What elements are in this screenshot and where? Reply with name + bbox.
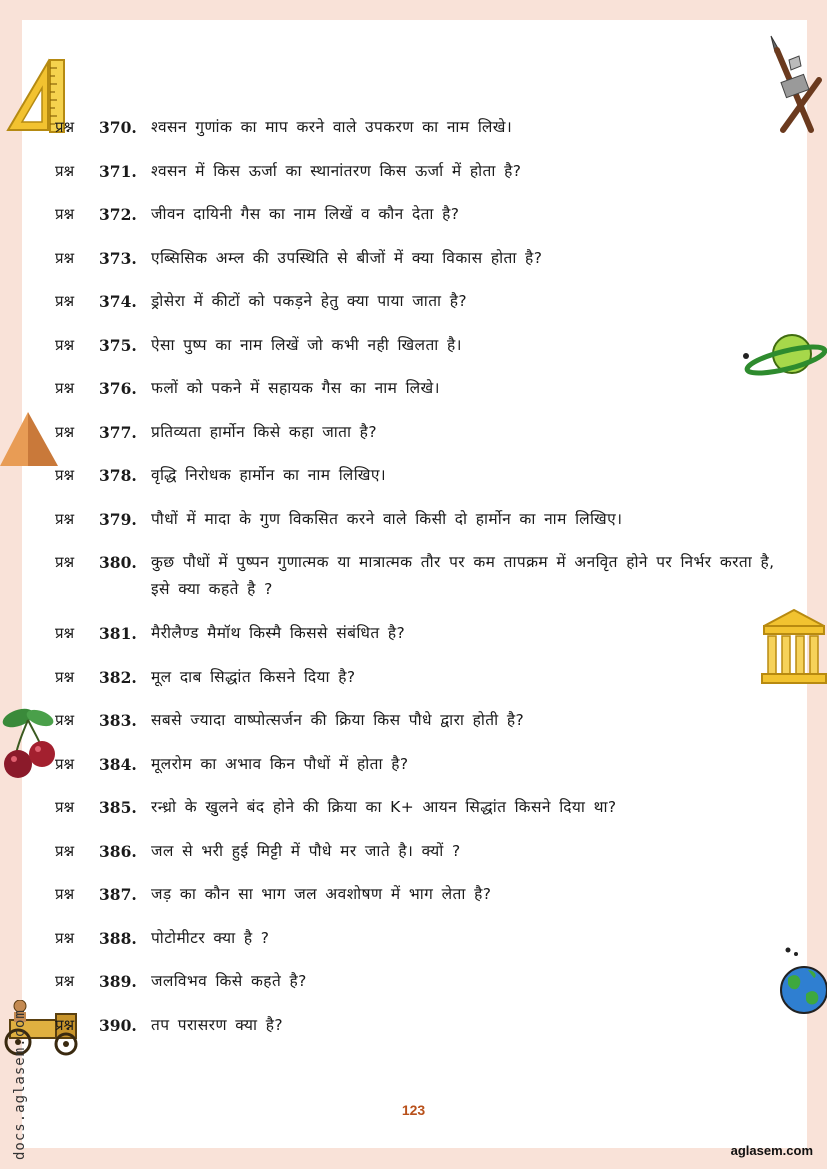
question-item: [55, 838, 785, 882]
question-item: [55, 751, 785, 795]
question-label: प्रश्न: [55, 798, 75, 816]
question-item: [55, 375, 785, 419]
question-text: ऐसा पुष्प का नाम लिखें जो कभी नही खिलता है।: [151, 335, 462, 354]
question-number: 379.: [99, 509, 137, 529]
question-number: 383.: [99, 711, 137, 730]
question-label: प्रश्न: [55, 335, 75, 354]
question-number: 374.: [99, 292, 137, 311]
footer-site-link[interactable]: aglasem.com: [730, 1143, 813, 1158]
question-text: मैरीलैण्ड मैमॉथ किस्मै किससे संबंधित है?: [151, 624, 406, 642]
question-text: पोटोमीटर क्या है ?: [151, 928, 270, 947]
watermark-text: docs.aglasem.com: [12, 1009, 28, 1160]
question-text: जल से भरी हुई मिट्टी में पौधे मर जाते है। क्यों ?: [151, 841, 461, 860]
question-number: 373.: [99, 248, 137, 268]
question-number: 390.: [99, 1015, 137, 1035]
question-label: प्रश्न: [55, 711, 75, 729]
question-item: [55, 549, 785, 620]
question-number: 388.: [99, 928, 137, 948]
question-text: रन्ध्रो के खुलने बंद होने की क्रिया का K+ आयन सिद्धांत किसने दिया था?: [151, 798, 617, 816]
question-label: प्रश्न: [55, 754, 75, 773]
question-item: [55, 245, 785, 289]
question-text: जलविभव किसे कहते है?: [151, 972, 307, 990]
question-label: प्रश्न: [55, 292, 75, 310]
globe-icon: [778, 946, 827, 1016]
question-list: [55, 114, 785, 1055]
question-label: प्रश्न: [55, 1015, 75, 1034]
page-number: 123: [401, 1102, 426, 1118]
question-label: प्रश्न: [55, 972, 75, 990]
question-item: [55, 1012, 785, 1056]
question-label: प्रश्न: [55, 928, 75, 947]
question-text: कुछ पौधों में पुष्पन गुणात्मक या मात्रात्मक तौर पर कम तापक्रम में अनवृित होने पर निर्भर करता है, इसे क्या कहते है ?: [151, 553, 775, 598]
question-label: प्रश्न: [55, 466, 75, 484]
question-label: प्रश्न: [55, 885, 75, 903]
question-item: [55, 506, 785, 550]
question-text: मूल दाब सिद्धांत किसने दिया है?: [151, 667, 356, 686]
question-text: श्वसन गुणांक का माप करने वाले उपकरण का नाम लिखे।: [151, 118, 513, 136]
question-text: प्रतिव्यता हार्मोन किसे कहा जाता है?: [151, 422, 377, 441]
question-number: 384.: [99, 754, 137, 774]
question-item: [55, 881, 785, 925]
question-number: 375.: [99, 335, 137, 355]
question-item: [55, 288, 785, 332]
question-label: प्रश्न: [55, 841, 75, 860]
question-label: प्रश्न: [55, 118, 75, 136]
question-item: [55, 419, 785, 463]
question-text: पौधों में मादा के गुण विकसित करने वाले किसी दो हार्मोन का नाम लिखिए।: [151, 509, 623, 528]
question-number: 371.: [99, 161, 137, 181]
pyramid-icon: [0, 410, 58, 468]
question-label: प्रश्न: [55, 161, 75, 180]
question-item: [55, 201, 785, 245]
question-number: 381.: [99, 624, 137, 643]
question-item: [55, 707, 785, 751]
question-number: 386.: [99, 841, 137, 861]
question-number: 380.: [99, 553, 137, 572]
question-label: प्रश्न: [55, 667, 75, 686]
question-text: एब्सिसिक अम्ल की उपस्थिति से बीजों में क्या विकास होता है?: [151, 248, 543, 267]
question-item: [55, 332, 785, 376]
question-item: [55, 620, 785, 664]
question-text: जीवन दायिनी गैस का नाम लिखें व कौन देता है?: [151, 205, 460, 223]
question-number: 389.: [99, 972, 137, 991]
question-item: [55, 968, 785, 1012]
question-label: प्रश्न: [55, 379, 75, 397]
question-text: श्वसन में किस ऊर्जा का स्थानांतरण किस ऊर्जा में होता है?: [151, 161, 522, 180]
question-text: ड्रोसेरा में कीटों को पकड़ने हेतु क्या पाया जाता है?: [151, 292, 468, 310]
question-text: जड़ का कौन सा भाग जल अवशोषण में भाग लेता है?: [151, 885, 492, 903]
question-label: प्रश्न: [55, 248, 75, 267]
question-label: प्रश्न: [55, 624, 75, 642]
question-label: प्रश्न: [55, 509, 75, 528]
question-text: सबसे ज्यादा वाष्पोत्सर्जन की क्रिया किस पौधे द्वारा होती है?: [151, 711, 525, 729]
question-number: 382.: [99, 667, 137, 687]
question-item: [55, 794, 785, 838]
question-label: प्रश्न: [55, 553, 75, 571]
question-text: फलों को पकने में सहायक गैस का नाम लिखे।: [151, 379, 440, 397]
question-item: [55, 462, 785, 506]
question-item: [55, 158, 785, 202]
question-text: तप परासरण क्या है?: [151, 1015, 283, 1034]
cherries-icon: [0, 704, 60, 780]
question-number: 377.: [99, 422, 137, 442]
question-number: 372.: [99, 205, 137, 224]
question-number: 387.: [99, 885, 137, 904]
question-label: प्रश्न: [55, 422, 75, 441]
question-number: 376.: [99, 379, 137, 398]
question-item: [55, 664, 785, 708]
question-label: प्रश्न: [55, 205, 75, 223]
question-item: [55, 925, 785, 969]
question-item: [55, 114, 785, 158]
question-text: मूलरोम का अभाव किन पौधों में होता है?: [151, 754, 409, 773]
question-number: 378.: [99, 466, 137, 485]
question-text: वृद्धि निरोधक हार्मोन का नाम लिखिए।: [151, 466, 387, 484]
question-number: 370.: [99, 118, 137, 137]
question-number: 385.: [99, 798, 137, 817]
